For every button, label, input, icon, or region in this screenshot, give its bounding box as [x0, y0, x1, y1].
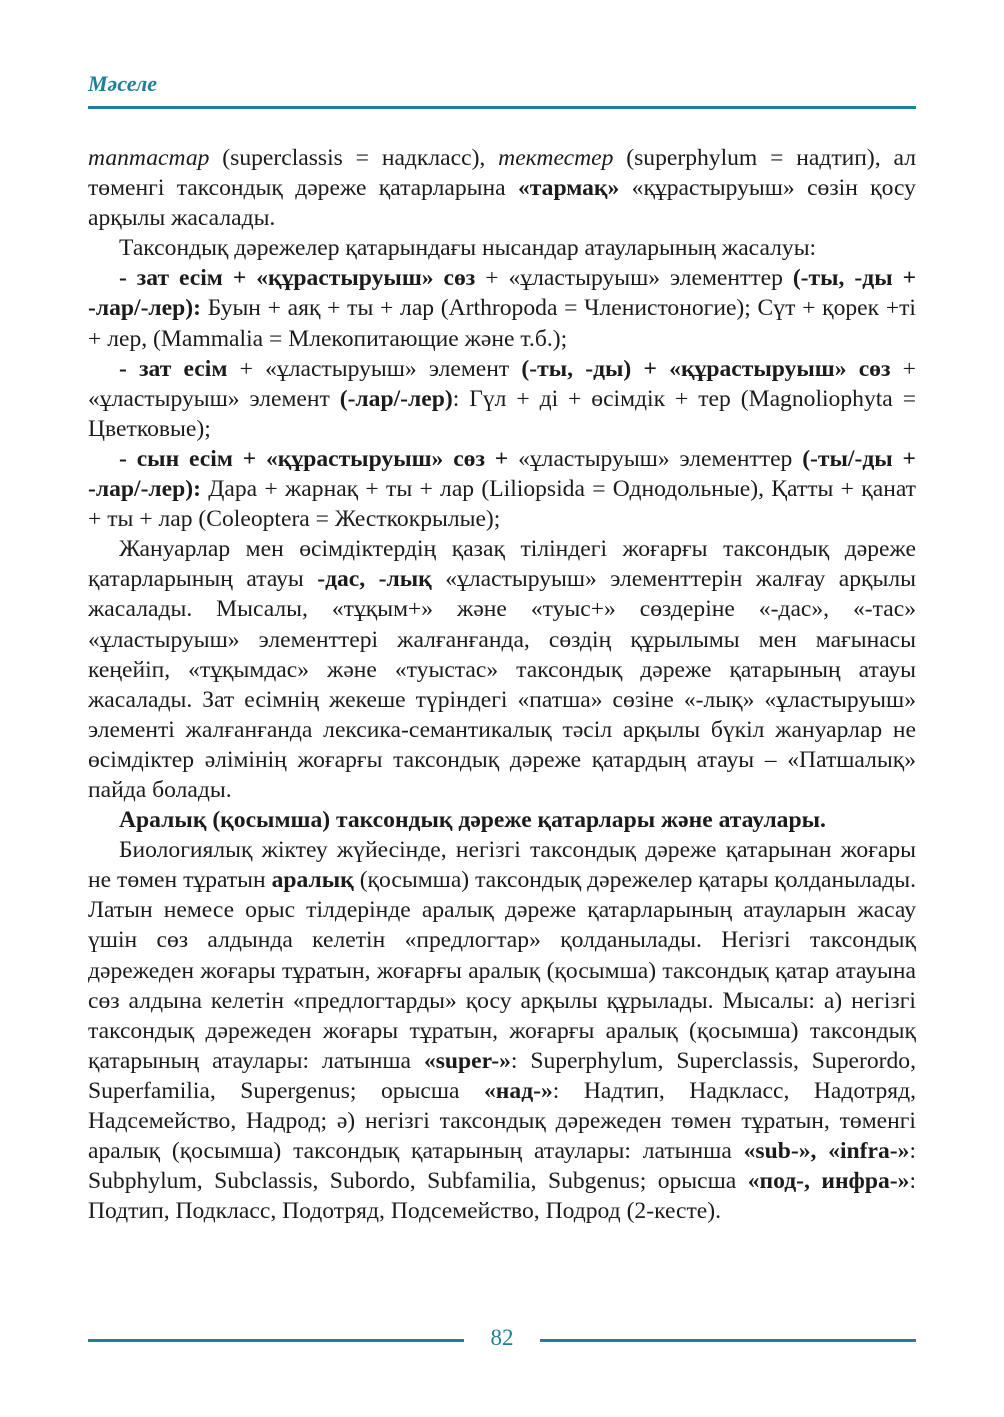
page-body	[88, 143, 916, 1226]
footer-rule-left	[88, 1339, 464, 1342]
text: «ұластыруыш» элементтер	[508, 445, 803, 472]
text: «құрастыруыш» сөзін қосу арқылы жасалады.	[88, 175, 916, 232]
page-number: 82	[490, 1325, 514, 1350]
pattern-bold: (-ты, -ды) + «құрастыруыш» сөз	[521, 355, 891, 382]
text: : Надтип, Надкласс, Надотряд, Надсемейство, Надрод; ә) негізгі таксондық дәрежеден төмен тұратын, төменгі аралық (қосымша) таксондық қатарының атаулары: латынша	[88, 1077, 916, 1165]
prefix-pod-infra: «под-, инфра-»	[747, 1168, 910, 1195]
text: Биологиялық жіктеу жүйесінде, негізгі таксондық дәреже қатарынан жоғары не төмен тұратын	[88, 837, 916, 894]
pattern-bold: - сын есім + «құрастыруыш» сөз +	[119, 445, 509, 472]
prefix-super: «super-»	[423, 1047, 511, 1074]
header-divider	[88, 106, 916, 109]
paragraph-5	[88, 444, 916, 534]
text: + «ұластыруыш» элемент	[227, 355, 522, 382]
paragraph-3	[88, 263, 916, 353]
text: : Superphylum, Superclassis, Superordo, Superfamilia, Supergenus; орысша	[88, 1047, 916, 1104]
text: : Подтип, Подкласс, Подотряд, Подсемейство, Подрод (2-кесте).	[88, 1168, 917, 1225]
text: (қосымша) таксондық дәрежелер қатары қолданылады. Латын немесе орыс тілдерінде аралық дәреже қатарларының атауларын жасау үшін сөз алдында келетін «предлогтар» қолданылады. Негізгі таксондық дәрежеден жоғары тұратын, жоғарғы аралық (қосымша) таксондық қатар атауына сөз алдына келетін «предлогтарды» қосу арқылы құрылады. Мысалы: а) негізгі таксондық дәрежеден жоғары тұратын, жоғарғы аралық (қосымша) таксондық қатарының атаулары: латынша	[88, 867, 916, 1074]
text: : Subphylum, Subclassis, Subordo, Subfamilia, Subgenus; орысша	[88, 1138, 916, 1195]
pattern-bold: (-ты, -ды + -лар/-лер):	[88, 265, 917, 322]
text: : Гүл + ді + өсімдік + тер (Magnoliophyta = Цветковые);	[88, 385, 916, 442]
text: «ұластыруыш» элементтерін жалғау арқылы жасалады. Мысалы, «тұқым+» және «туыс+» сөздеріне «-дас», «-тас» «ұластыруыш» элементтері жалғанғанда, сөздің құрылымы мен мағынасы кеңейіп, «тұқымдас» және «туыстас» таксондық дәреже қатарының атауы жасалады. Зат есімнің жекеше түріндегі «патша» сөзіне «-лық» «ұластыруыш» элементі жалғанғанда лексика-семантикалық тәсіл арқылы бүкіл жануарлар не өсімдіктер әлімінің жоғарғы таксондық дәреже қатардың атауы – «Патшалық» пайда болады.	[88, 566, 916, 803]
paragraph-4	[88, 354, 916, 444]
text: (superphylum = надтип), ал төменгі таксондық дәреже қатарларына	[88, 145, 916, 202]
text: + «ұластыруыш» элементтер	[475, 265, 793, 292]
footer-rule-right	[540, 1339, 916, 1342]
text: Буын + аяқ + ты + лар (Arthropoda = Членистоногие); Сүт + қорек +ті + лер, (Mammalia = Млекопитающие және т.б.);	[88, 295, 916, 352]
subsection-heading: Аралық (қосымша) таксондық дәреже қатарлары және атаулары.	[119, 807, 826, 834]
term-tarmak: «тармақ»	[517, 175, 620, 202]
paragraph-1	[88, 143, 916, 233]
paragraph-2: Таксондық дәрежелер қатарындағы нысандар атауларының жасалуы:	[119, 235, 817, 262]
prefix-sub-infra: «sub-», «infra-»	[743, 1138, 910, 1165]
text: Жануарлар мен өсімдіктердің қазақ тіліндегі жоғарғы таксондық дәреже қатарларының атауы	[88, 536, 916, 593]
term-tektester: тектестер	[498, 145, 614, 171]
pattern-bold: (-ты/-ды + -лар/-лер):	[88, 445, 916, 503]
paragraph-6	[88, 534, 916, 805]
paragraph-8	[88, 835, 916, 1226]
term-aralyk: аралық	[271, 867, 354, 894]
prefix-nad: «над-»	[484, 1077, 553, 1104]
pattern-bold: - зат есім	[119, 355, 228, 382]
running-header	[88, 70, 916, 98]
text: Дара + жарнақ + ты + лар (Liliopsida = Однодольные), Қатты + қанат + ты + лар (Coleoptera = Жесткокрылые);	[88, 476, 916, 533]
pattern-bold: - зат есім + «құрастыруыш» сөз	[119, 265, 476, 292]
term-taptastar: таптастар	[88, 145, 210, 171]
suffix-bold: -дас, -лық	[317, 566, 432, 593]
pattern-bold: (-лар/-лер)	[339, 385, 453, 412]
text: + «ұластыруыш» элемент	[88, 355, 916, 412]
section-title: Мәселе	[88, 71, 158, 96]
text: (superclassis = надкласс),	[209, 145, 499, 171]
